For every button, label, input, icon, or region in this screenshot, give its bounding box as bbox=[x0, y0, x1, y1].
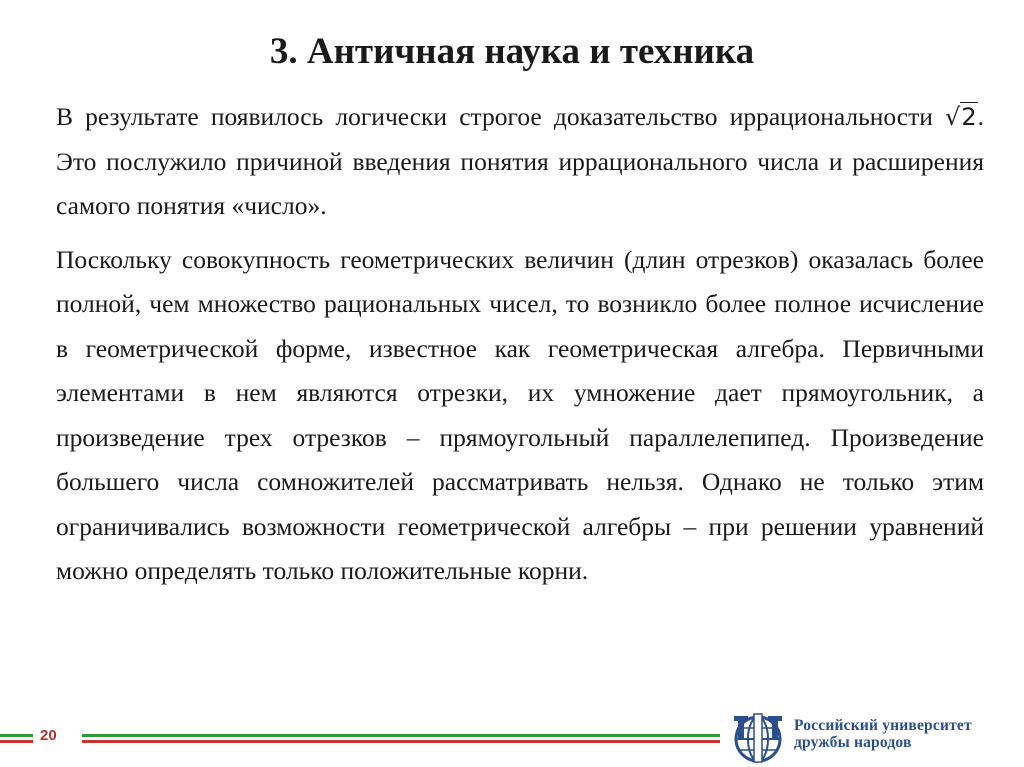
sqrt-expression bbox=[945, 95, 978, 140]
sqrt-symbol: √ bbox=[945, 103, 961, 131]
sqrt-radicand: 2 bbox=[961, 103, 977, 131]
university-name bbox=[794, 717, 972, 751]
slide-body bbox=[56, 95, 984, 603]
paragraph-2: Поскольку совокупность геометрических величин (длин отрезков) оказалась более полной, чем множество рациональных чисел, то возникло более полное исчисление в геометрической форме, известное как геометрическая алгебра. Первичными элементами в нем являются отрезки, их умножение дает прямоугольник, а произведение трех отрезков – прямоугольный параллелепипед. Произведение большего числа сомножителей рассматривать нельзя. Однако не только этим ограничивались возможности геометрической алгебры – при решении уравнений можно определять только положительные корни. bbox=[56, 244, 984, 585]
paragraph-1-text-a: В результате появилось логически строгое доказательство иррациональности bbox=[56, 102, 946, 131]
university-name-line-2: дружбы народов bbox=[794, 734, 912, 751]
university-name-line-1: Российский университет bbox=[794, 717, 972, 734]
slide-title: 3. Античная наука и техника bbox=[269, 31, 755, 72]
paragraph-1-text-b: . Это послужило причиной введения понятия иррационального числа и расширения самого понятия «число». bbox=[56, 102, 984, 220]
page-number: 20 bbox=[40, 727, 57, 744]
university-logo-icon bbox=[730, 712, 786, 764]
slide-footer bbox=[0, 712, 1024, 767]
footer-stripe-right bbox=[82, 734, 720, 746]
paragraph-1 bbox=[56, 95, 984, 229]
footer-stripe-left bbox=[0, 734, 33, 746]
